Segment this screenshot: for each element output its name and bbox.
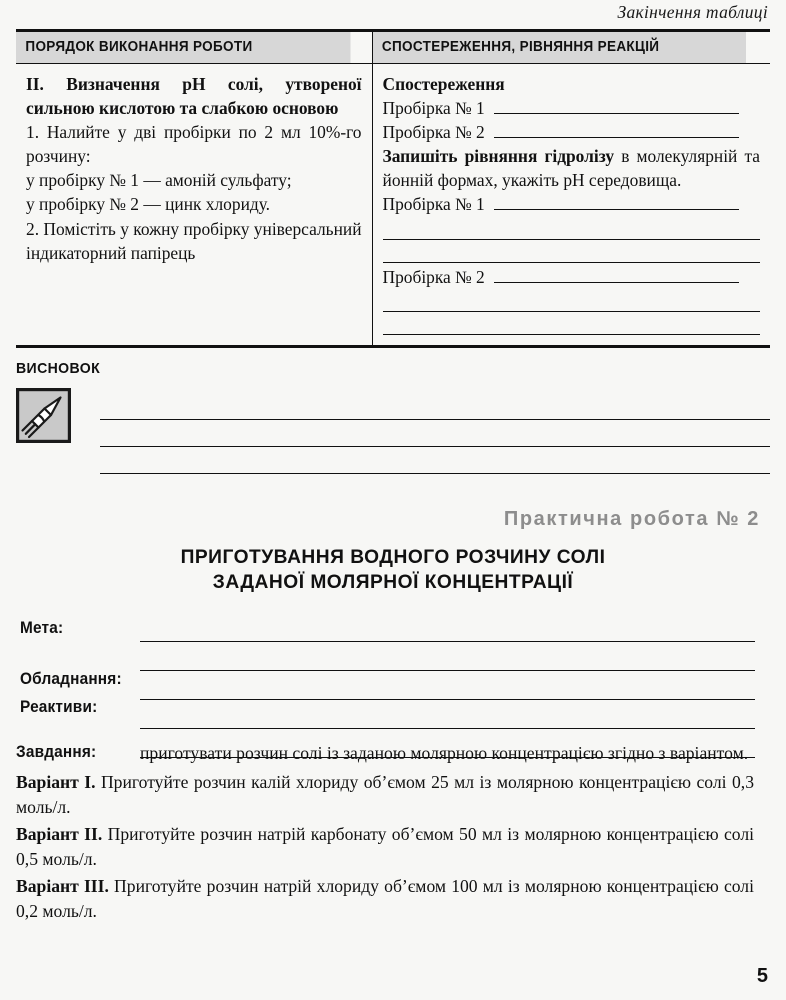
observation-tube-2-label: Пробірка № 2: [382, 122, 485, 143]
observation-tube-1-input[interactable]: [494, 97, 739, 115]
procedure-step-2: 2. Помістіть у кожну пробірку універсальний індикаторний папірець: [26, 218, 362, 263]
answer-tube-2-row: [383, 265, 760, 289]
variant-2-name: Варіант II.: [16, 823, 103, 844]
answer-tube-2-line-3[interactable]: [383, 312, 760, 335]
conclusion-title: ВИСНОВОК: [16, 359, 101, 377]
answer-tube-1-label: Пробірка № 1: [382, 194, 485, 215]
table-body-row: [16, 64, 770, 347]
procedure-cell: [16, 64, 372, 347]
observations-instruction-rest: в молекулярній та йонній формах, укажіть pH середовища.: [382, 146, 761, 191]
form-label-equipment: Обладнання:: [20, 670, 122, 689]
conclusion-line-2[interactable]: [100, 420, 770, 447]
page-number: 5: [756, 965, 768, 987]
procedure-lead: II. Визначення pH солі, утвореної сильною кислотою та слабкою основою: [26, 74, 362, 119]
table-header-row: [16, 31, 770, 64]
practical-work-title: [16, 545, 770, 596]
procedure-item-1: у пробірку № 1 — амоній сульфату;: [26, 170, 292, 191]
practical-work-form: [16, 613, 770, 735]
pencil-icon: [16, 388, 71, 443]
form-line-5[interactable]: [140, 729, 755, 758]
conclusion-line-1[interactable]: [100, 393, 770, 420]
table-header-observations: СПОСТЕРЕЖЕННЯ, РІВНЯННЯ РЕАКЦІЙ: [372, 31, 746, 64]
practical-work-kicker: Практична робота № 2: [503, 507, 760, 530]
form-line-2[interactable]: [140, 642, 755, 671]
observations-instruction: [383, 144, 760, 192]
form-label-reagents: Реактиви:: [20, 698, 98, 717]
variant-1-name: Варіант I.: [16, 771, 96, 792]
table-continuation-caption: Закінчення таблиці: [617, 2, 768, 22]
variant-2: [16, 822, 754, 872]
variant-3: [16, 874, 754, 924]
answer-tube-1-row: [383, 192, 760, 216]
conclusion-body: [16, 386, 770, 474]
answer-tube-1-line-2[interactable]: [383, 217, 760, 240]
variant-1: [16, 770, 754, 820]
observation-tube-2-row: [383, 120, 760, 144]
observations-title: Спостереження: [382, 74, 505, 94]
observation-tube-2-input[interactable]: [494, 121, 739, 139]
lab-procedure-table: [16, 29, 770, 348]
observation-tube-1-row: [383, 96, 760, 120]
form-line-4[interactable]: [140, 700, 755, 729]
conclusion-section: [16, 360, 770, 474]
task-label: Завдання:: [16, 743, 97, 762]
table-header-procedure: ПОРЯДОК ВИКОНАННЯ РОБОТИ: [16, 31, 351, 64]
answer-tube-2-input[interactable]: [494, 265, 739, 283]
form-line-3[interactable]: [140, 671, 755, 700]
practical-work-title-line-1: ПРИГОТУВАННЯ ВОДНОГО РОЗЧИНУ СОЛІ: [180, 546, 606, 568]
answer-tube-2-line-2[interactable]: [383, 289, 760, 312]
conclusion-lines: [100, 386, 770, 474]
procedure-step-1: 1. Налийте у дві пробірки по 2 мл 10%-го розчину:: [26, 122, 362, 167]
observations-cell: [372, 64, 770, 347]
answer-tube-1-input[interactable]: [494, 193, 739, 211]
variant-2-text: Приготуйте розчин натрій карбонату об’ємом 50 мл із молярною концентрацією солі 0,5 моль/л.: [16, 823, 755, 869]
form-label-purpose: Мета:: [20, 619, 64, 638]
variant-1-text: Приготуйте розчин калій хлориду об’ємом 25 мл із молярною концентрацією солі 0,3 моль/л.: [16, 771, 754, 817]
variant-3-text: Приготуйте розчин натрій хлориду об’ємом 100 мл із молярною концентрацією солі 0,2 моль/л.: [16, 875, 754, 921]
answer-tube-2-label: Пробірка № 2: [382, 266, 485, 287]
practical-work-title-line-2: ЗАДАНОЇ МОЛЯРНОЇ КОНЦЕНТРАЦІЇ: [212, 572, 574, 593]
answer-tube-1-line-3[interactable]: [383, 240, 760, 263]
form-rule-column: [140, 613, 755, 758]
conclusion-line-3[interactable]: [100, 447, 770, 474]
observations-instruction-bold: Запишіть рівняння гідролізу: [382, 146, 615, 167]
procedure-item-2: у пробірку № 2 — цинк хлориду.: [26, 194, 271, 215]
variant-3-name: Варіант III.: [16, 875, 109, 896]
variants-list: [16, 770, 770, 924]
form-line-1[interactable]: [140, 613, 755, 642]
observation-tube-1-label: Пробірка № 1: [382, 98, 485, 119]
task-text: приготувати розчин солі із заданою молярною концентрацією згідно з варіантом.: [140, 743, 749, 764]
